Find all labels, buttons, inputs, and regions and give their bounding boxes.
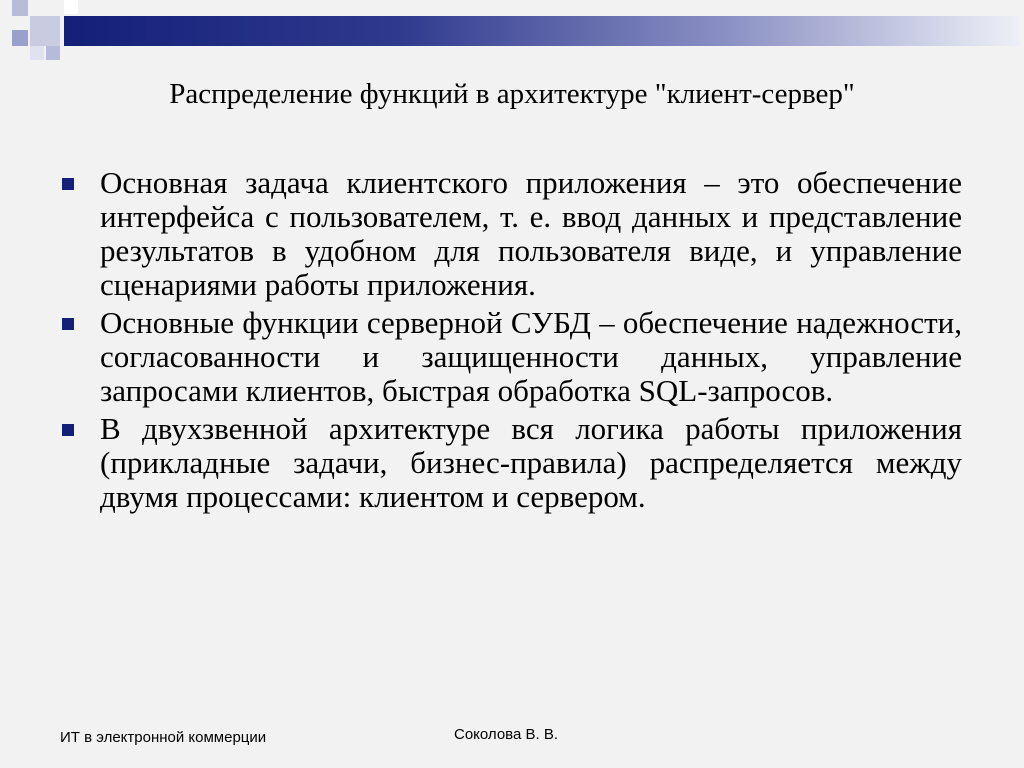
decorative-square <box>12 0 28 16</box>
bullet-list <box>62 166 962 518</box>
bullet-text: Основная задача клиентского приложения – это обеспечение интерфейса с пользователем, т. е. ввод данных и представление результатов в удобном для пользователя виде, и управление сценариями работы приложения. <box>100 165 962 302</box>
footer-course-name: ИТ в электронной коммерции <box>60 729 267 746</box>
bullet-text: Основные функции серверной СУБД – обеспечение надежности, согласованности и защищенности данных, управление запросами клиентов, быстрая обработка SQL-запросов. <box>100 305 962 408</box>
square-bullet-icon <box>62 178 74 190</box>
bullet-item <box>62 412 962 514</box>
decorative-square <box>30 46 44 60</box>
decorative-square <box>30 16 60 46</box>
square-bullet-icon <box>62 318 74 330</box>
decorative-square <box>12 30 28 46</box>
decorative-square <box>46 46 60 60</box>
bullet-item <box>62 306 962 408</box>
header-gradient-bar <box>64 16 1020 46</box>
square-bullet-icon <box>62 424 74 436</box>
slide-title: Распределение функций в архитектуре "клиент-сервер" <box>169 78 855 110</box>
bullet-item <box>62 166 962 302</box>
decorative-square <box>64 0 78 14</box>
bullet-text: В двухзвенной архитектуре вся логика работы приложения (прикладные задачи, бизнес-правила) распределяется между двумя процессами: клиентом и сервером. <box>100 411 962 514</box>
footer-author: Соколова В. В. <box>454 726 559 743</box>
